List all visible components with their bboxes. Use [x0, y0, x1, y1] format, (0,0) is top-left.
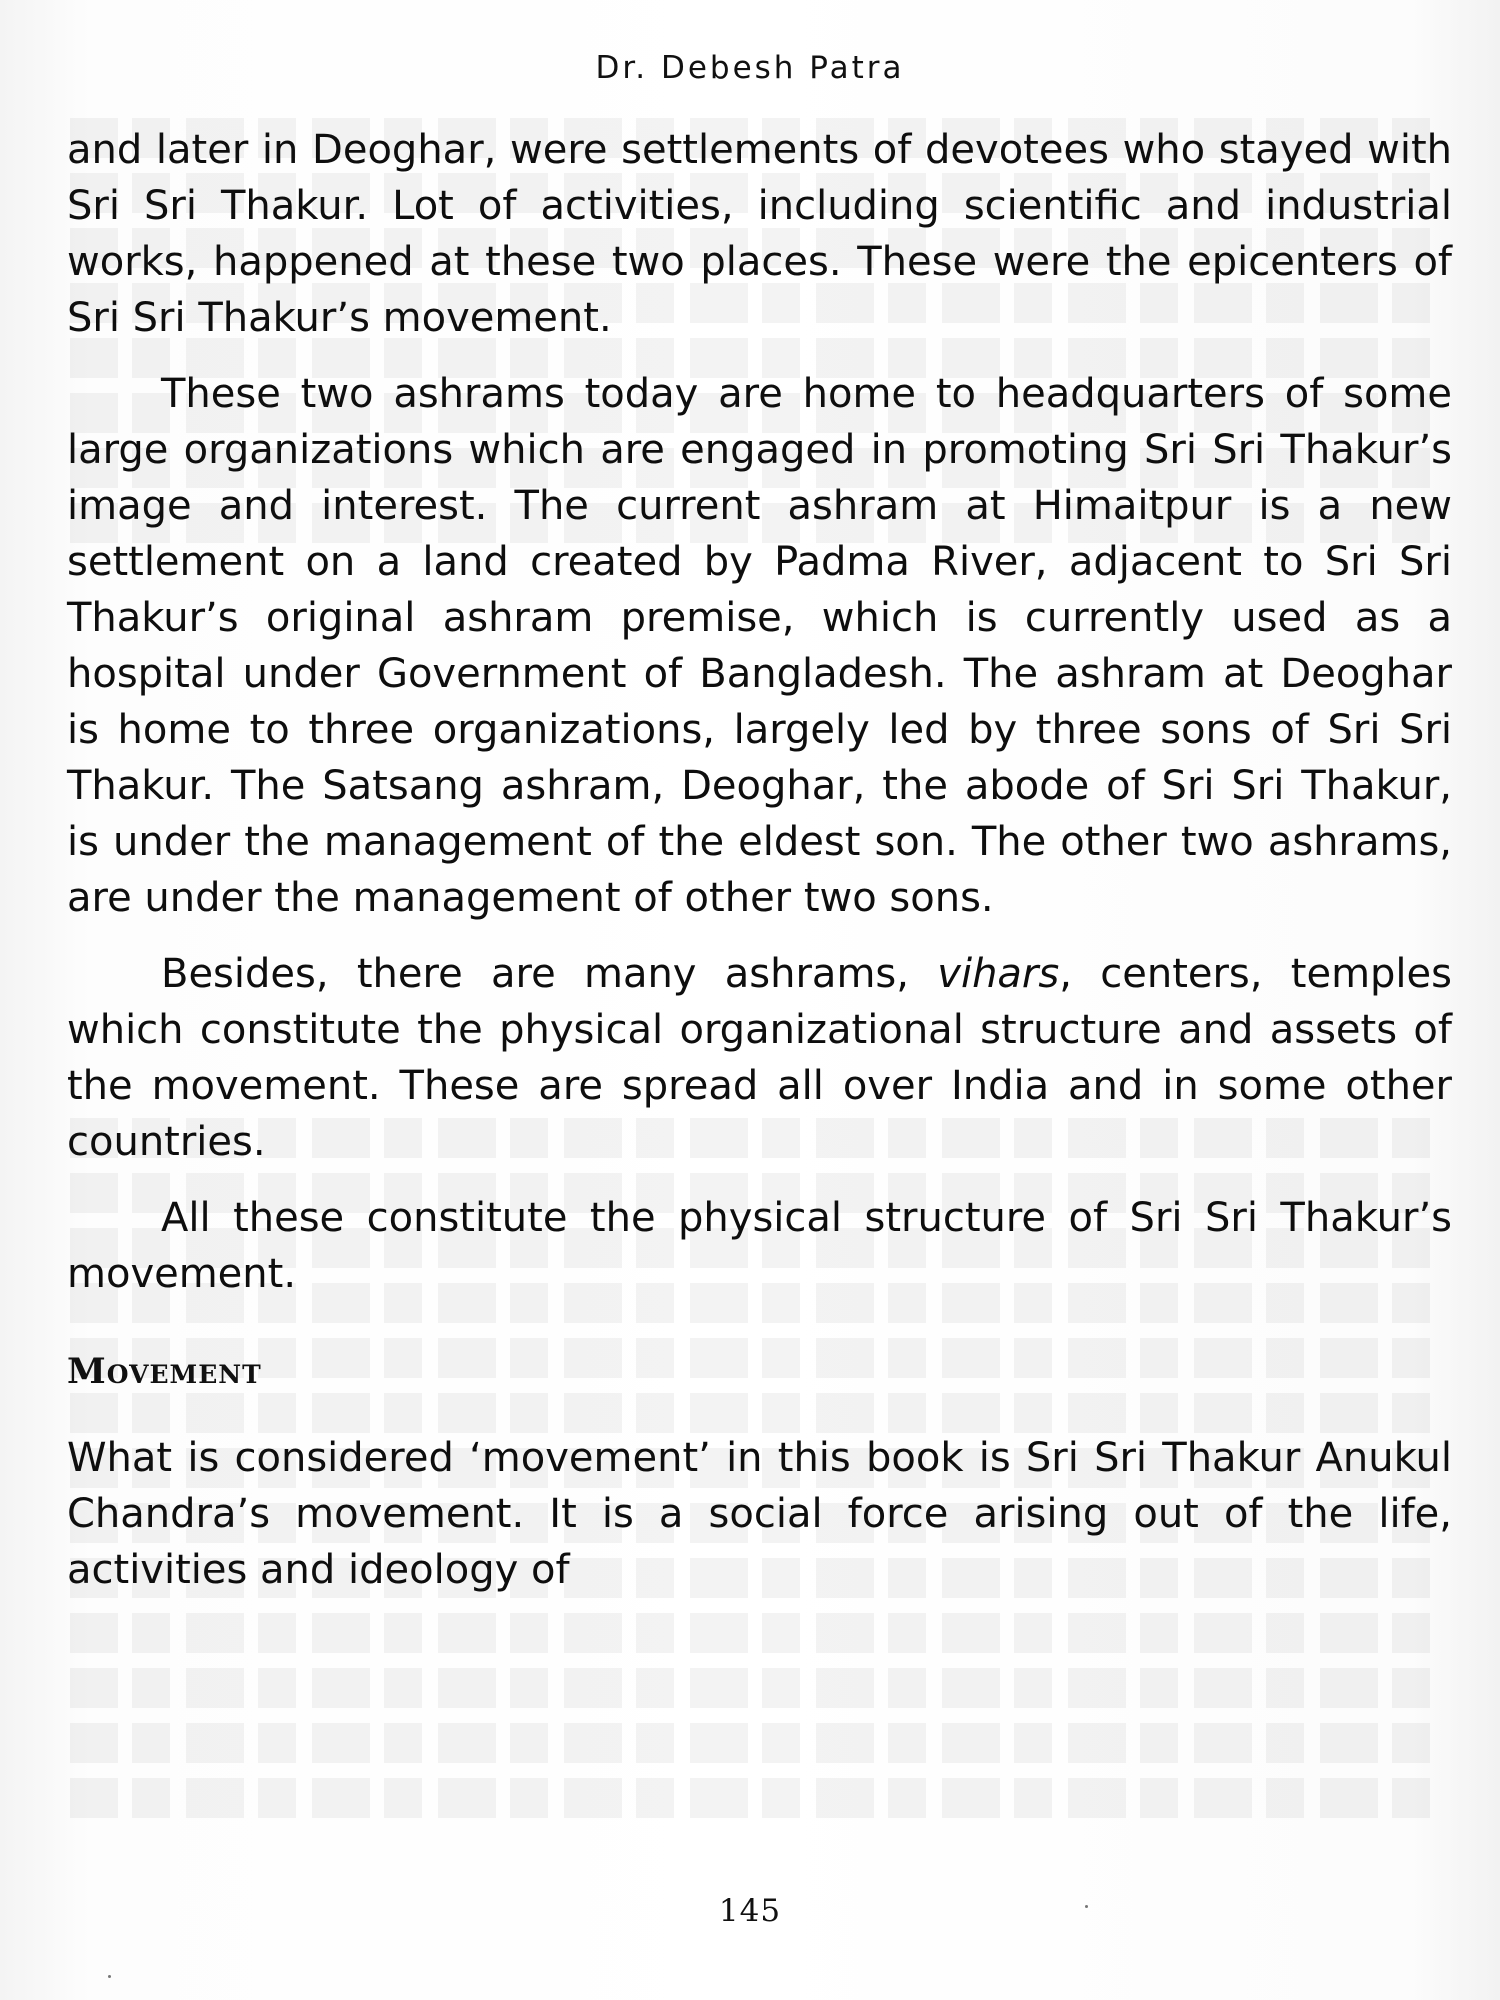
running-header: Dr. Debesh Patra: [595, 50, 905, 86]
paragraph-besides-start: Besides, there are many ashrams,: [161, 951, 938, 997]
section-heading: Movement: [67, 1351, 262, 1392]
paragraph-movement-definition: What is considered ‘movement’ in this book is Sri Sri Thakur Anukul Chandra’s movement. It is a social force arising out of the life, activities and ideology of: [67, 1435, 1452, 1593]
paragraph-besides-end: , centers, temples which constitute the physical organizational structure and assets of the movement. These are spread all over India and in some other countries.: [67, 951, 1452, 1165]
paragraph-continued: and later in Deoghar, were settlements of devotees who stayed with Sri Sri Thakur. Lot of activities, including scientific and industrial works, happened at these two places. These were the epicenters of Sri Sri Thakur’s movement.: [67, 127, 1452, 341]
paragraph-ashrams: These two ashrams today are home to headquarters of some large organizations which are engaged in promoting Sri Sri Thakur’s image and interest. The current ashram at Himaitpur is a new settlement on a land created by Padma River, adjacent to Sri Sri Thakur’s original ashram premise, which is currently used as a hospital under Government of Bangladesh. The ashram at Deoghar is home to three organizations, largely led by three sons of Sri Sri Thakur. The Satsang ashram, Deoghar, the abode of Sri Sri Thakur, is under the management of the eldest son. The other two ashrams, are under the management of other two sons.: [67, 371, 1452, 921]
paragraph-besides: [67, 946, 1452, 1170]
paper-speck: [108, 1975, 111, 1978]
italic-term-vihars: vihars: [937, 951, 1060, 997]
paragraph-physical-structure: All these constitute the physical structure of Sri Sri Thakur’s movement.: [67, 1195, 1452, 1297]
paper-speck: [1085, 1905, 1088, 1908]
page-number: 145: [718, 1893, 782, 1929]
main-text: [67, 122, 1452, 1618]
